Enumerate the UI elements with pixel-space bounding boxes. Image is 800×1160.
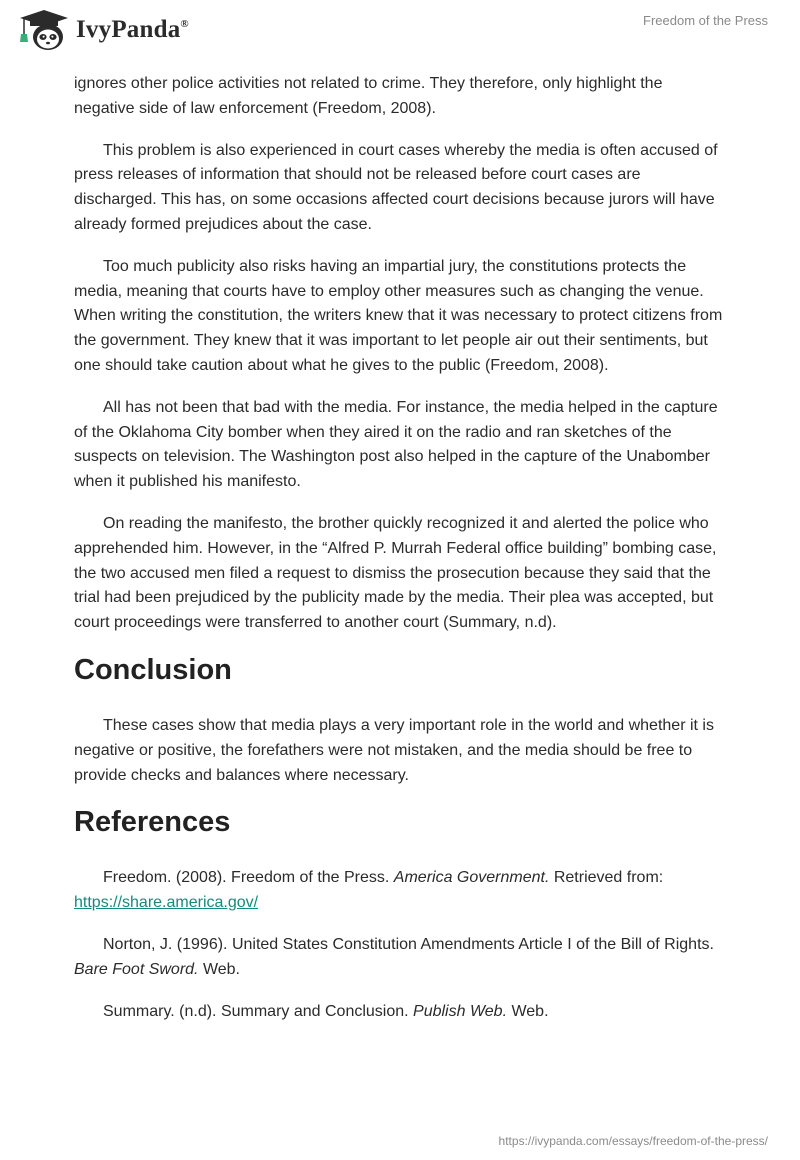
references-heading: References [74,806,231,839]
reference-item: Summary. (n.d). Summary and Conclusion. Publish Web. Web. [103,1002,549,1020]
footer-url: https://ivypanda.com/essays/freedom-of-the-press/ [498,1134,768,1148]
brand-name: IvyPanda® [76,16,189,43]
reference-link[interactable]: https://share.america.gov/ [74,894,259,912]
ivypanda-logo[interactable] [14,8,189,52]
panda-graduate-icon [14,8,72,52]
paragraph: ignores other police activities not related to crime. They therefore, only highlight the negative side of law enforcement (Freedom, 2008). [74,75,663,117]
conclusion-paragraph: These cases show that media plays a very important role in the world and whether it is negative or positive, the forefathers were not mistaken, and the media should be free to provide checks and balances where necessary. [74,716,714,784]
page-header [0,0,800,64]
reference-item: Freedom. (2008). Freedom of the Press. America Government. Retrieved from: https://share.america.gov/ [74,869,664,912]
paragraph: Too much publicity also risks having an impartial jury, the constitutions protects the media, meaning that courts have to employ other measures such as changing the venue. When writing the constitution, the writers knew that it was necessary to protect citizens from the government. They knew that it was important to let people air out their sentiments, but one should take caution about what he gives to the public (Freedom, 2008). [74,257,723,374]
reference-item: Norton, J. (1996). United States Constitution Amendments Article I of the Bill of Rights. Bare Foot Sword. Web. [74,935,714,978]
paragraph: On reading the manifesto, the brother quickly recognized it and alerted the police who apprehended him. However, in the “Alfred P. Murrah Federal office building” bombing case, the two accused men filed a request to dismiss the prosecution because they said that the trial had been prejudiced by the publicity made by the media. Their plea was accepted, but court proceedings were transferred to another court (Summary, n.d). [74,514,717,632]
paragraph: All has not been that bad with the media. For instance, the media helped in the capture of the Oklahoma City bomber when they aired it on the radio and ran sketches of the suspects on television. The Washington post also helped in the capture of the Unabomber when it published his manifesto. [74,398,718,491]
paragraph: This problem is also experienced in court cases whereby the media is often accused of press releases of information that should not be released before court cases are discharged. This has, on some occasions affected court decisions because jurors will have already formed prejudices about the case. [74,141,718,233]
document-title: Freedom of the Press [643,13,768,28]
conclusion-heading: Conclusion [74,653,232,686]
essay-content [74,72,726,1041]
